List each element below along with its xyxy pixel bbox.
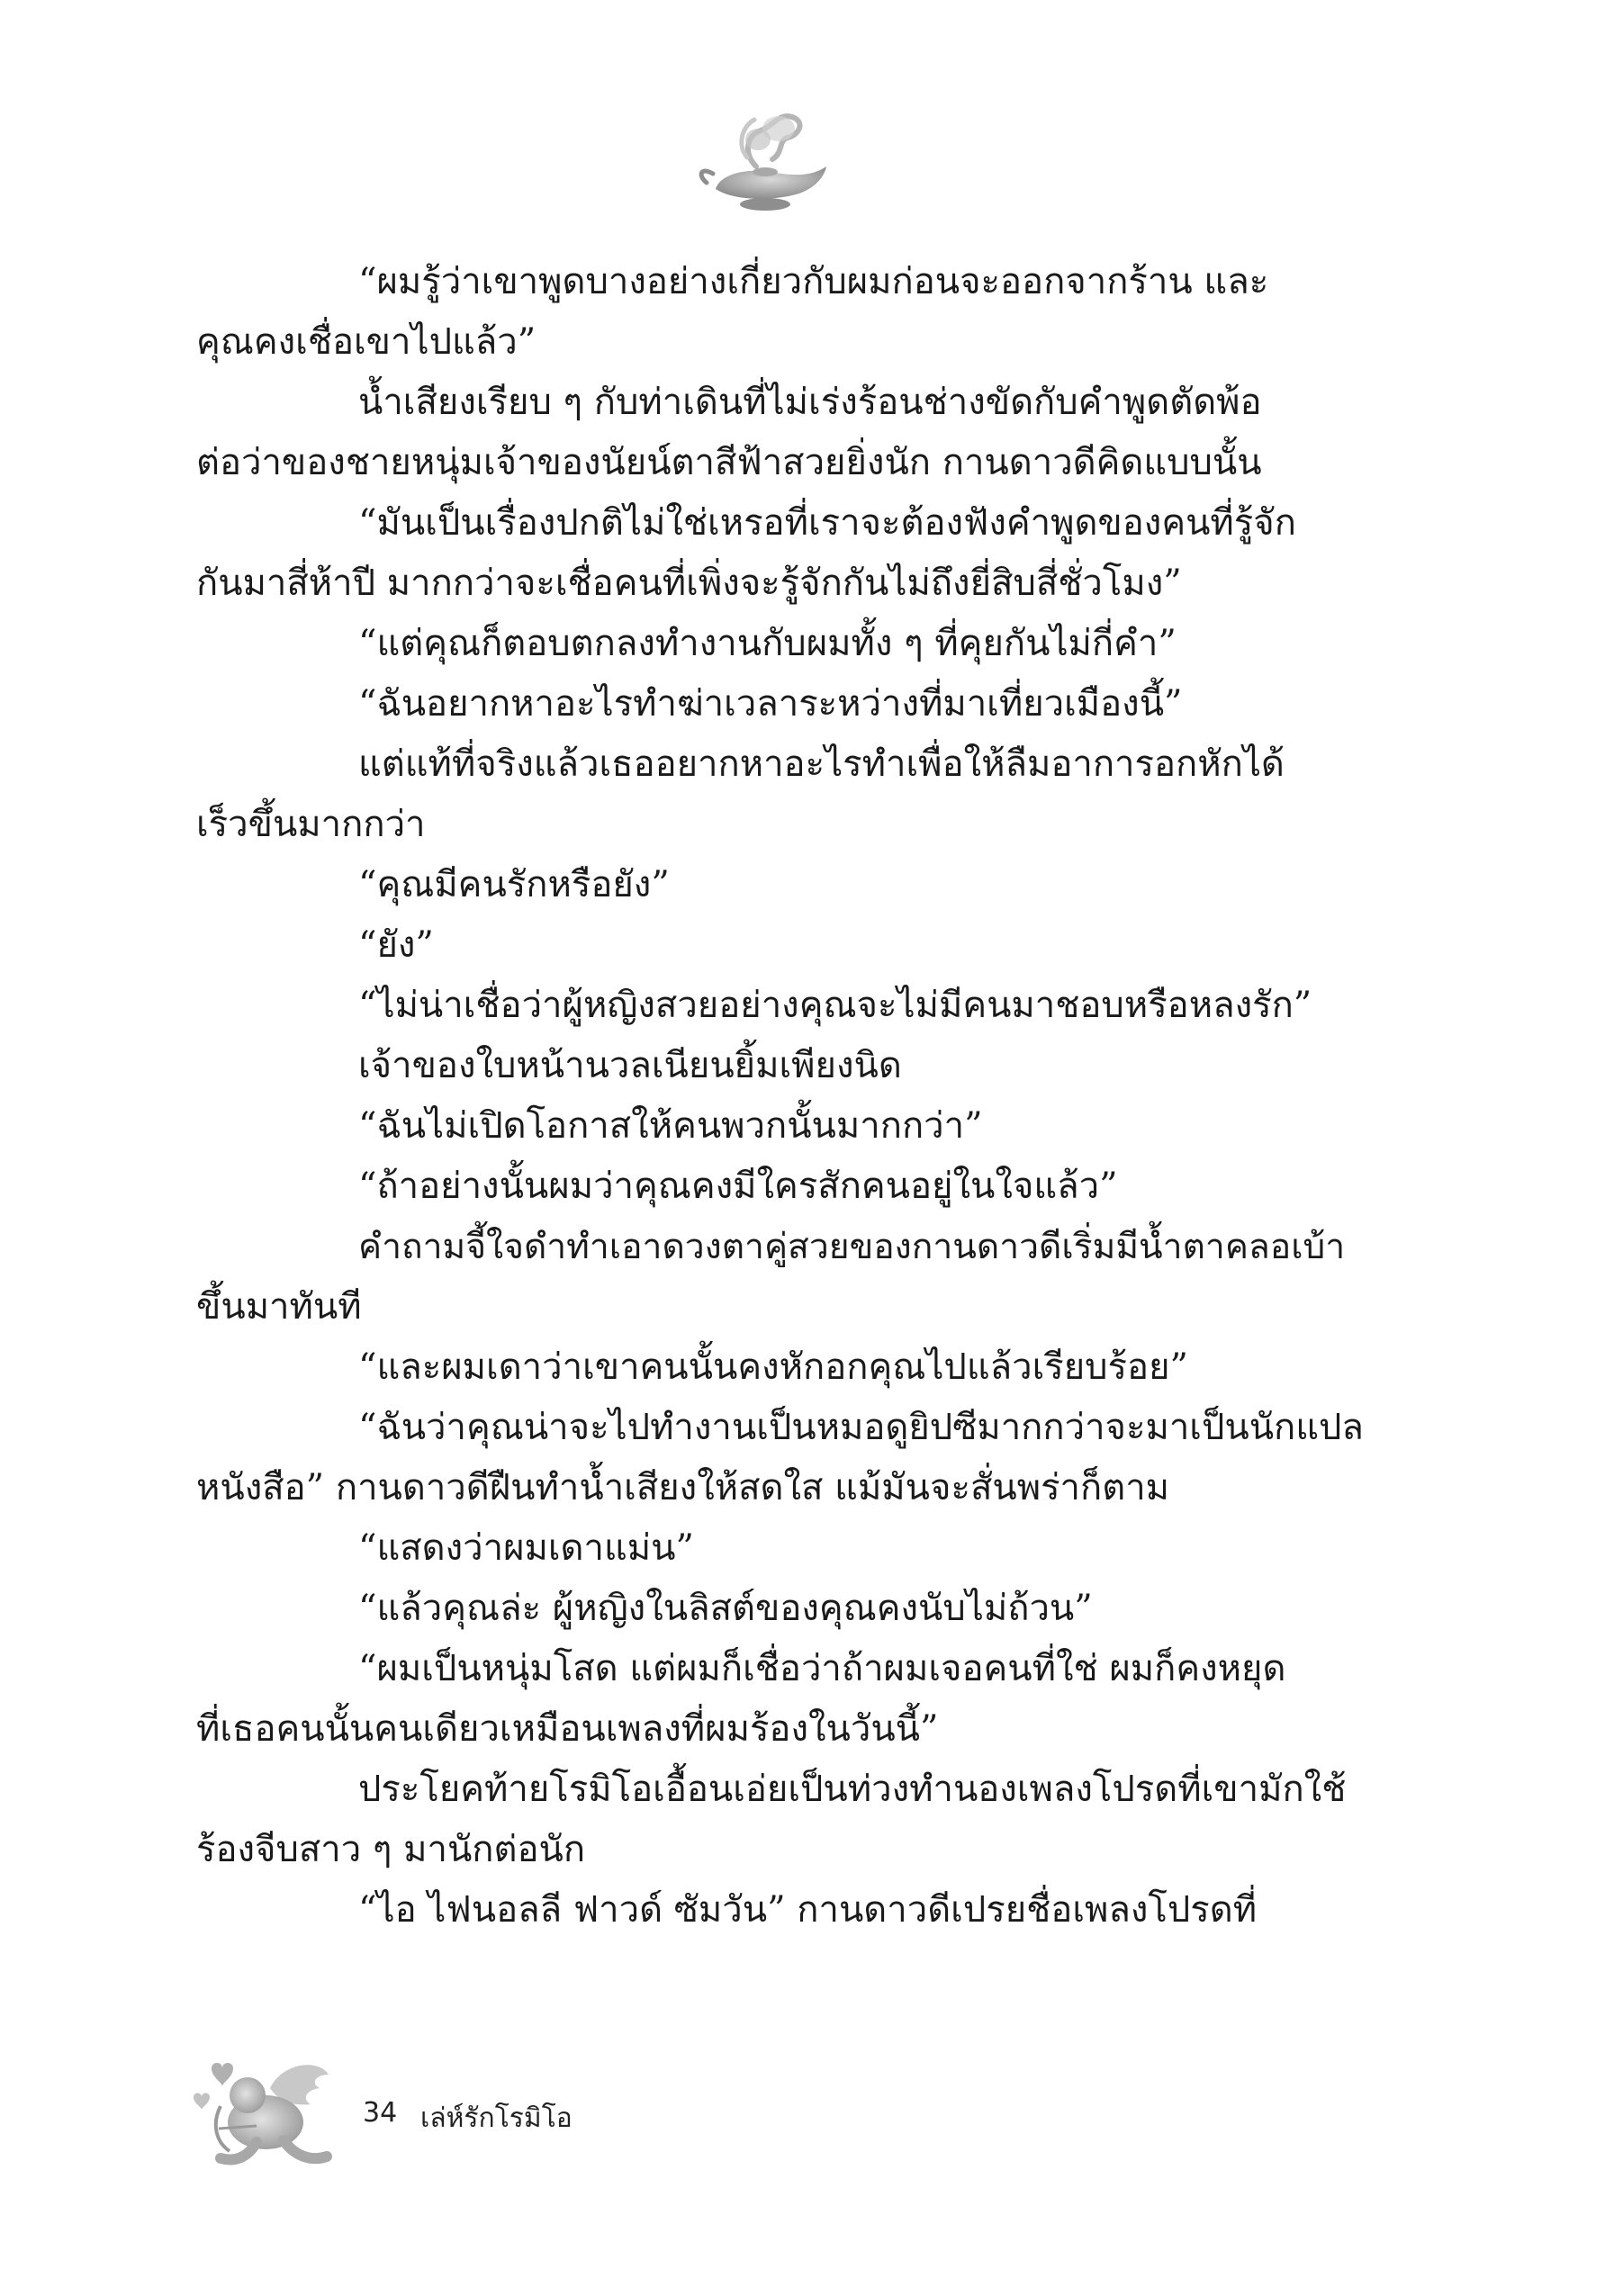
page-number: 34 <box>363 2097 398 2129</box>
text-line: คำถามจี้ใจดำทำเอาดวงตาคู่สวยของกานดาวดีเริ่มมีน้ำตาคลอเบ้า <box>358 1227 1346 1267</box>
text-line: เร็วขึ้นมากกว่า <box>196 804 426 845</box>
text-line: “ถ้าอย่างนั้นผมว่าคุณคงมีใครสักคนอยู่ในใจแล้ว” <box>358 1166 1118 1207</box>
text-line: “คุณมีคนรักหรือยัง” <box>358 864 670 905</box>
text-line: แต่แท้ที่จริงแล้วเธออยากหาอะไรทำเพื่อให้ลืมอาการอกหักได้ <box>358 743 1285 785</box>
text-line: ขึ้นมาทันที <box>196 1286 362 1328</box>
text-line: “แสดงว่าผมเดาแม่น” <box>358 1527 694 1569</box>
text-line: “ไอ ไฟนอลลี ฟาวด์ ซัมวัน” กานดาวดีเปรยชื่อเพลงโปรดที่ <box>358 1889 1258 1931</box>
text-line: “แต่คุณก็ตอบตกลงทำงานกับผมทั้ง ๆ ที่คุยกันไม่กี่คำ” <box>358 623 1177 664</box>
text-line: “มันเป็นเรื่องปกติไม่ใช่เหรอที่เราจะต้องฟังคำพูดของคนที่รู้จัก <box>358 502 1296 544</box>
text-line: คุณคงเชื่อเขาไปแล้ว” <box>196 321 537 363</box>
text-line: น้ำเสียงเรียบ ๆ กับท่าเดินที่ไม่เร่งร้อนช่างขัดกับคำพูดตัดพ้อ <box>358 382 1262 423</box>
magic-lamp-icon <box>693 104 837 221</box>
text-line: หนังสือ” กานดาวดีฝืนทำน้ำเสียงให้สดใส แม้มันจะสั่นพร่าก็ตาม <box>196 1467 1170 1508</box>
text-line: “ฉันไม่เปิดโอกาสให้คนพวกนั้นมากกว่า” <box>358 1105 983 1147</box>
text-line: กันมาสี่ห้าปี มากกว่าจะเชื่อคนที่เพิ่งจะรู้จักกันไม่ถึงยี่สิบสี่ชั่วโมง” <box>196 563 1182 604</box>
text-line: ที่เธอคนนั้นคนเดียวเหมือนเพลงที่ผมร้องในวันนี้” <box>196 1708 939 1750</box>
page-footer <box>185 2052 815 2178</box>
text-line: ต่อว่าของชายหนุ่มเจ้าของนัยน์ตาสีฟ้าสวยยิ่งนัก กานดาวดีคิดแบบนั้น <box>196 442 1262 483</box>
text-line: “ยัง” <box>358 924 434 966</box>
body-text <box>196 252 1366 1940</box>
text-line: “แล้วคุณล่ะ ผู้หญิงในลิสต์ของคุณคงนับไม่ถ้วน” <box>358 1588 1093 1629</box>
cupid-icon <box>185 2052 356 2178</box>
text-line: “ผมเป็นหนุ่มโสด แต่ผมก็เชื่อว่าถ้าผมเจอคนที่ใช่ ผมก็คงหยุด <box>358 1648 1286 1689</box>
text-line: “ฉันว่าคุณน่าจะไปทำงานเป็นหมอดูยิปซีมากกว่าจะมาเป็นนักแปล <box>358 1407 1364 1448</box>
text-line: “ฉันอยากหาอะไรทำฆ่าเวลาระหว่างที่มาเที่ยวเมืองนี้” <box>358 683 1183 725</box>
book-title: เล่ห์รักโรมิโอ <box>420 2102 573 2134</box>
text-line: “ผมรู้ว่าเขาพูดบางอย่างเกี่ยวกับผมก่อนจะออกจากร้าน และ <box>358 261 1269 302</box>
text-line: “ไม่น่าเชื่อว่าผู้หญิงสวยอย่างคุณจะไม่มีคนมาชอบหรือหลงรัก” <box>358 985 1312 1026</box>
text-line: ประโยคท้ายโรมิโอเอื้อนเอ่ยเป็นท่วงทำนองเพลงโปรดที่เขามักใช้ <box>358 1769 1347 1810</box>
text-line: ร้องจีบสาว ๆ มานักต่อนัก <box>196 1829 586 1870</box>
text-line: เจ้าของใบหน้านวลเนียนยิ้มเพียงนิด <box>358 1045 902 1086</box>
text-line: “และผมเดาว่าเขาคนนั้นคงหักอกคุณไปแล้วเรียบร้อย” <box>358 1346 1188 1388</box>
